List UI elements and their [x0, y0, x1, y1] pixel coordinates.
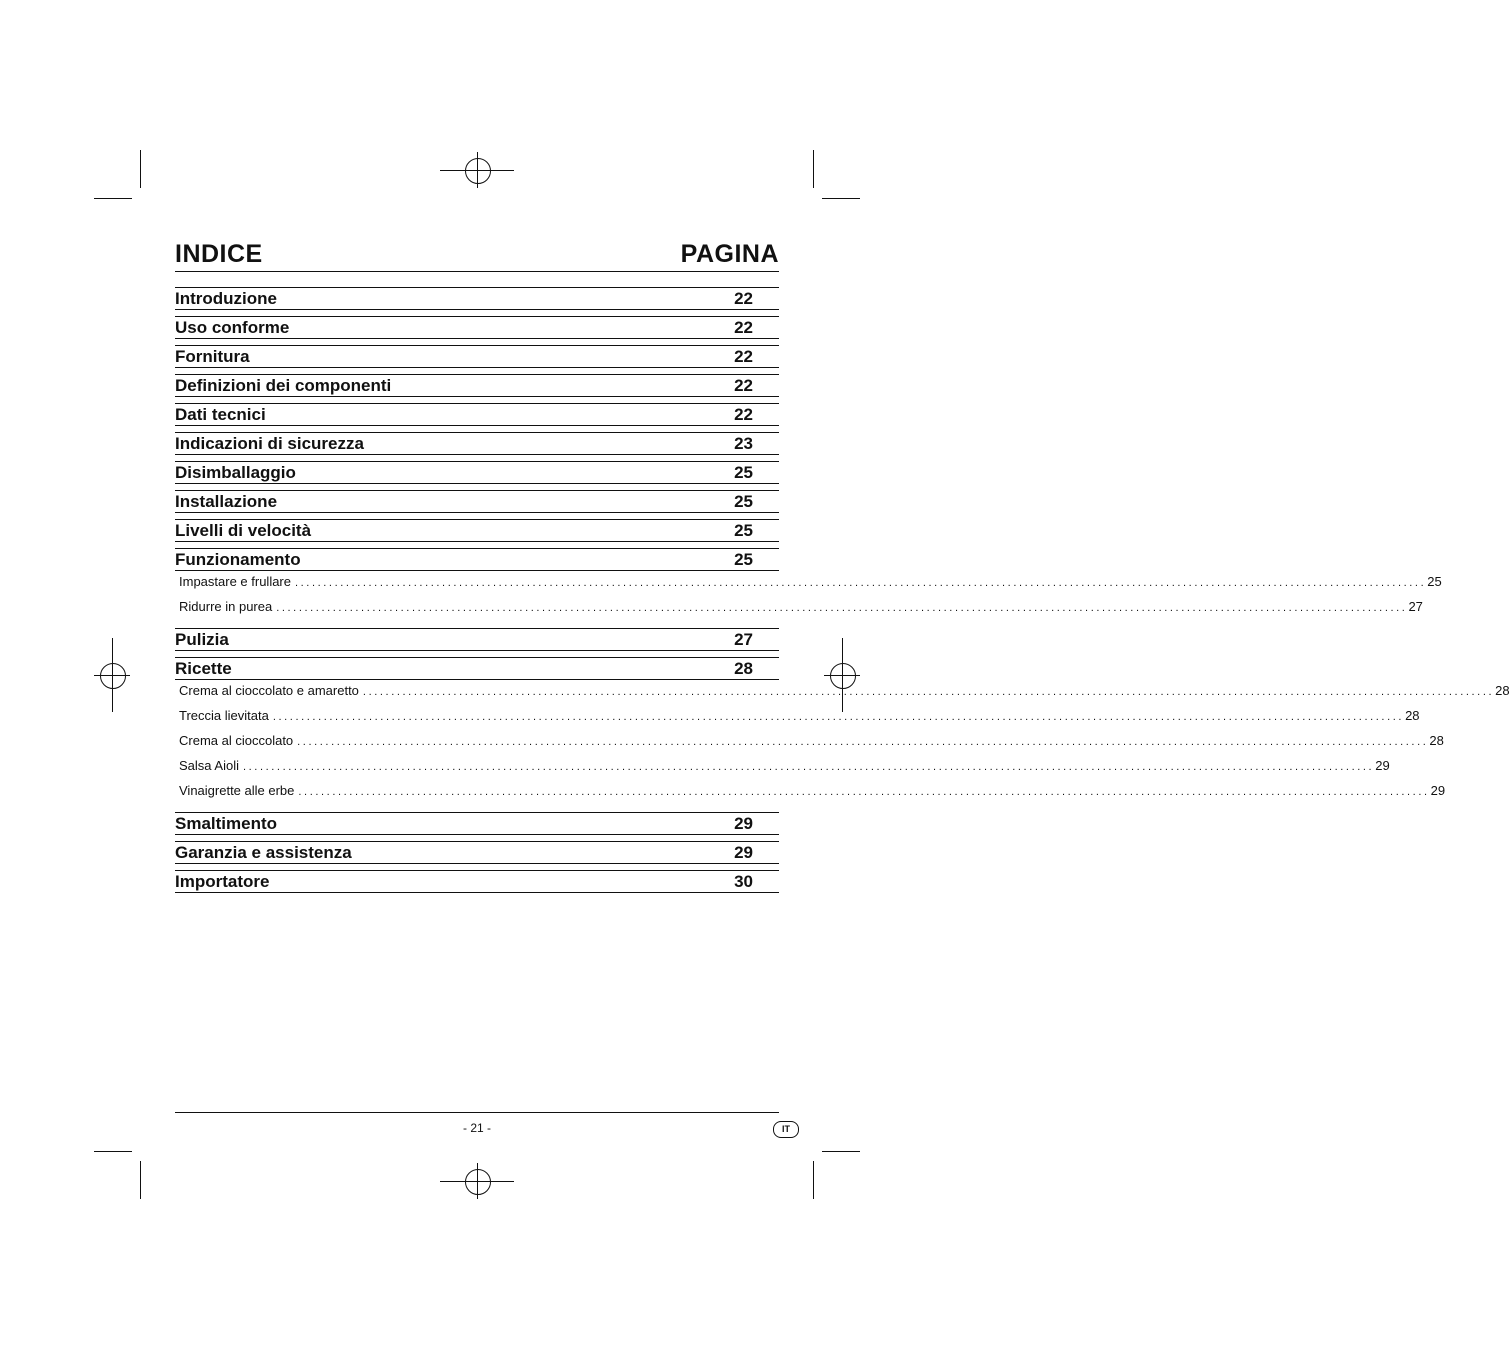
toc-subentry-title: Crema al cioccolato e amaretto: [179, 683, 359, 698]
crop-mark: [822, 1151, 860, 1152]
toc-entry-title: Smaltimento: [175, 814, 278, 833]
toc-entry-livelli-velocita[interactable]: [175, 519, 779, 542]
toc-subentry-title: Impastare e frullare: [179, 574, 291, 589]
toc-entry-garanzia[interactable]: [175, 841, 779, 864]
crop-mark: [140, 1161, 141, 1199]
registration-circle-icon: [100, 663, 126, 689]
dot-leader: ........................................................................................................................................................................................................: [362, 686, 1495, 698]
toc-entry-title: Indicazioni di sicurezza: [175, 434, 364, 453]
toc-entry-page: 29: [734, 843, 753, 862]
toc-entry-title: Livelli di velocità: [175, 521, 312, 540]
toc-entry-uso-conforme[interactable]: [175, 316, 779, 339]
toc-entry-page: 25: [734, 492, 753, 511]
dot-leader: ........................................................................................................................................................................................................: [298, 786, 1430, 798]
toc-entry-page: 25: [734, 463, 753, 482]
registration-circle-icon: [465, 1169, 491, 1195]
toc-entry-pulizia[interactable]: [175, 628, 779, 651]
dot-leader: ........................................................................................................................................................................................................: [295, 577, 1427, 589]
toc-subentry[interactable]: [175, 683, 1510, 708]
toc-entry-importatore[interactable]: [175, 870, 779, 893]
toc-subentry-page: 28: [1405, 708, 1420, 723]
index-header: [175, 240, 779, 272]
dot-leader: ........................................................................................................................................................................................................: [276, 602, 1408, 614]
toc-subentry[interactable]: [175, 783, 1446, 808]
toc-entry-page: 30: [734, 872, 753, 891]
crop-mark: [140, 150, 141, 188]
page-column-label: PAGINA: [680, 240, 779, 268]
toc-entry-page: 27: [734, 630, 753, 649]
crop-mark: [94, 198, 132, 199]
toc-entry-dati-tecnici[interactable]: [175, 403, 779, 426]
toc-subentry-title: Vinaigrette alle erbe: [179, 783, 295, 798]
crop-mark: [94, 1151, 132, 1152]
page-number: - 21 -: [462, 1121, 491, 1135]
toc-entry-page: 28: [734, 659, 753, 678]
toc-subentry-title: Salsa Aioli: [179, 758, 239, 773]
toc-entry-title: Dati tecnici: [175, 405, 266, 424]
toc-subentry[interactable]: [175, 574, 1442, 599]
toc-entry-page: 25: [734, 550, 753, 569]
dot-leader: ........................................................................................................................................................................................................: [272, 711, 1405, 723]
crop-mark: [813, 150, 814, 188]
language-badge: IT: [773, 1121, 799, 1138]
toc-entry-title: Importatore: [175, 872, 270, 891]
toc-entry-title: Disimballaggio: [175, 463, 296, 482]
toc-entry-page: 29: [734, 814, 753, 833]
toc-entry-definizioni[interactable]: [175, 374, 779, 397]
toc-entry-fornitura[interactable]: [175, 345, 779, 368]
toc-entry-funzionamento[interactable]: [175, 548, 779, 571]
toc-entry-page: 22: [734, 376, 753, 395]
dot-leader: ........................................................................................................................................................................................................: [242, 761, 1375, 773]
toc-entry-page: 22: [734, 347, 753, 366]
toc-sublist-funzionamento: [175, 571, 1442, 628]
toc-entry-page: 22: [734, 318, 753, 337]
toc-sublist-ricette: [175, 680, 1510, 812]
toc-entry-installazione[interactable]: [175, 490, 779, 513]
toc-entry-title: Garanzia e assistenza: [175, 843, 352, 862]
dot-leader: ........................................................................................................................................................................................................: [297, 736, 1429, 748]
crop-mark: [813, 1161, 814, 1199]
toc-entry-page: 23: [734, 434, 753, 453]
toc-subentry[interactable]: [175, 599, 1423, 624]
crop-mark: [822, 198, 860, 199]
toc-entry-title: Installazione: [175, 492, 278, 511]
toc-entry-disimballaggio[interactable]: [175, 461, 779, 484]
footer-divider: [175, 1112, 779, 1113]
toc-entry-title: Pulizia: [175, 630, 229, 649]
toc-subentry-title: Ridurre in purea: [179, 599, 273, 614]
toc-subentry-page: 28: [1429, 733, 1444, 748]
toc-entry-sicurezza[interactable]: [175, 432, 779, 455]
toc-entry-title: Funzionamento: [175, 550, 301, 569]
toc-entry-title: Fornitura: [175, 347, 250, 366]
toc-subentry-page: 25: [1427, 574, 1442, 589]
toc-subentry[interactable]: [175, 733, 1444, 758]
toc-subentry-title: Treccia lievitata: [179, 708, 269, 723]
toc-subentry[interactable]: [175, 758, 1390, 783]
toc-subentry[interactable]: [175, 708, 1420, 733]
toc-entry-page: 25: [734, 521, 753, 540]
table-of-contents: [175, 287, 1510, 899]
toc-subentry-page: 27: [1408, 599, 1423, 614]
toc-entry-page: 22: [734, 289, 753, 308]
toc-subentry-page: 29: [1430, 783, 1446, 798]
toc-entry-page: 22: [734, 405, 753, 424]
toc-subentry-page: 28: [1495, 683, 1510, 698]
toc-subentry-title: Crema al cioccolato: [179, 733, 294, 748]
toc-entry-title: Definizioni dei componenti: [175, 376, 392, 395]
toc-entry-title: Ricette: [175, 659, 232, 678]
index-title: INDICE: [175, 240, 263, 268]
toc-entry-ricette[interactable]: [175, 657, 779, 680]
toc-entry-introduzione[interactable]: [175, 287, 779, 310]
toc-entry-smaltimento[interactable]: [175, 812, 779, 835]
registration-circle-icon: [465, 158, 491, 184]
toc-entry-title: Uso conforme: [175, 318, 290, 337]
toc-entry-title: Introduzione: [175, 289, 277, 308]
toc-subentry-page: 29: [1375, 758, 1390, 773]
